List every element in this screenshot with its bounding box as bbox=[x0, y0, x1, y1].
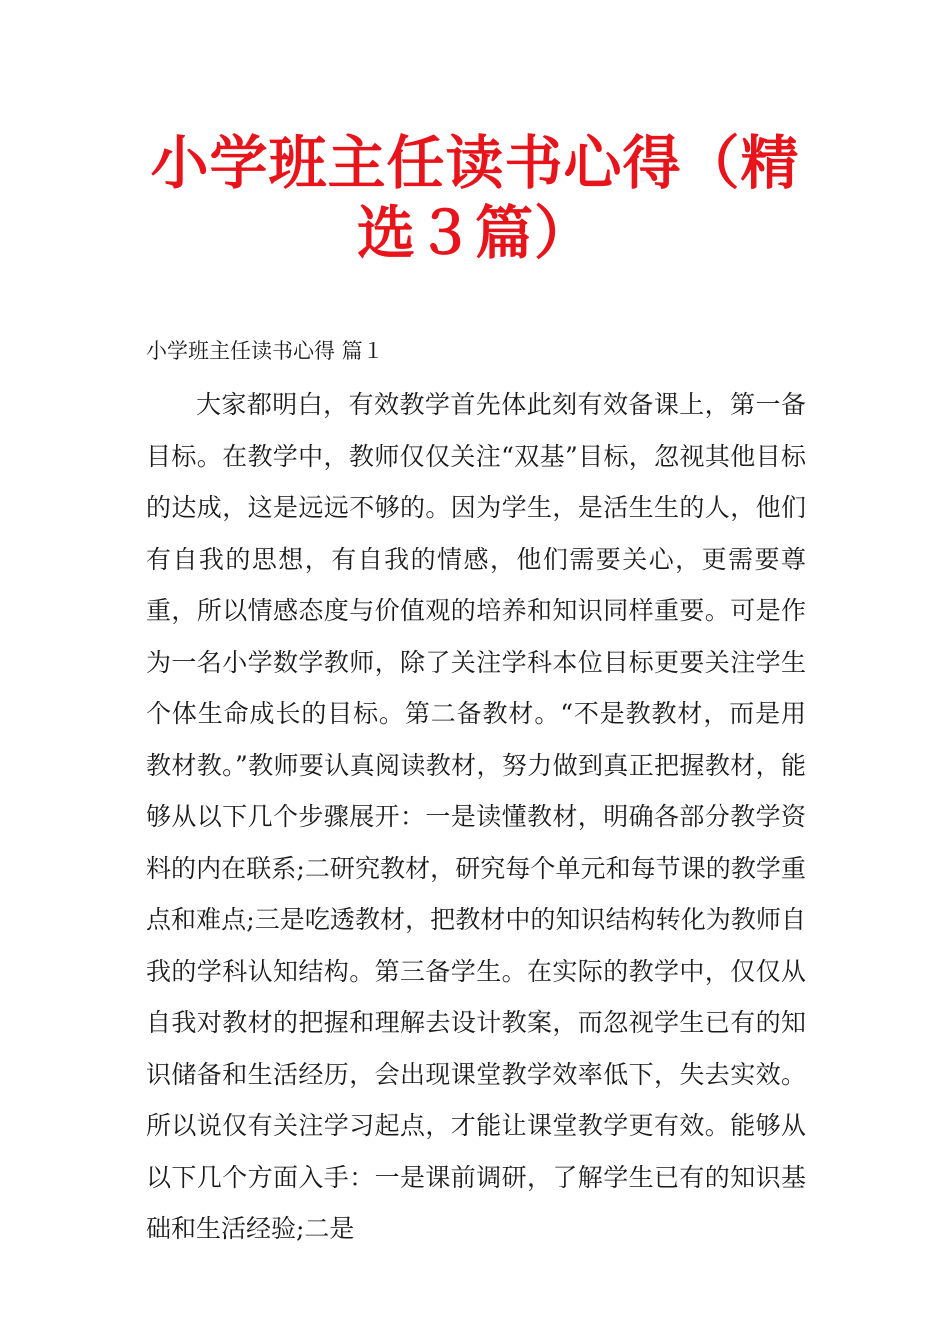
section-heading: 小学班主任读书心得 篇１ bbox=[146, 339, 384, 363]
document-title: 小学班主任读书心得（精选３篇） bbox=[150, 129, 800, 267]
body-paragraph: 大家都明白，有效教学首先体此刻有效备课上，第一备目标。在教学中，教师仅仅关注“双基”目标，忽视其他目标的达成，这是远远不够的。因为学生，是活生生的人，他们有自我的思想，有自我的情感，他们需要关心，更需要尊重，所以情感态度与价值观的培养和知识同样重要。可是作为一名小学数学教师，除了关注学科本位目标更要关注学生个体生命成长的目标。第二备教材。“不是教教材，而是用教材教。”教师要认真阅读教材，努力做到真正把握教材，能够从以下几个步骤展开：一是读懂教材，明确各部分教学资料的内在联系;二研究教材，研究每个单元和每节课的教学重点和难点;三是吃透教材，把教材中的知识结构转化为教师自我的学科认知结构。第三备学生。在实际的教学中，仅仅从自我对教材的把握和理解去设计教案，而忽视学生已有的知识储备和生活经历，会出现课堂教学效率低下，失去实效。所以说仅有关注学习起点，才能让课堂教学更有效。能够从以下几个方面入手：一是课前调研，了解学生已有的知识基础和生活经验;二是 bbox=[146, 390, 806, 1243]
